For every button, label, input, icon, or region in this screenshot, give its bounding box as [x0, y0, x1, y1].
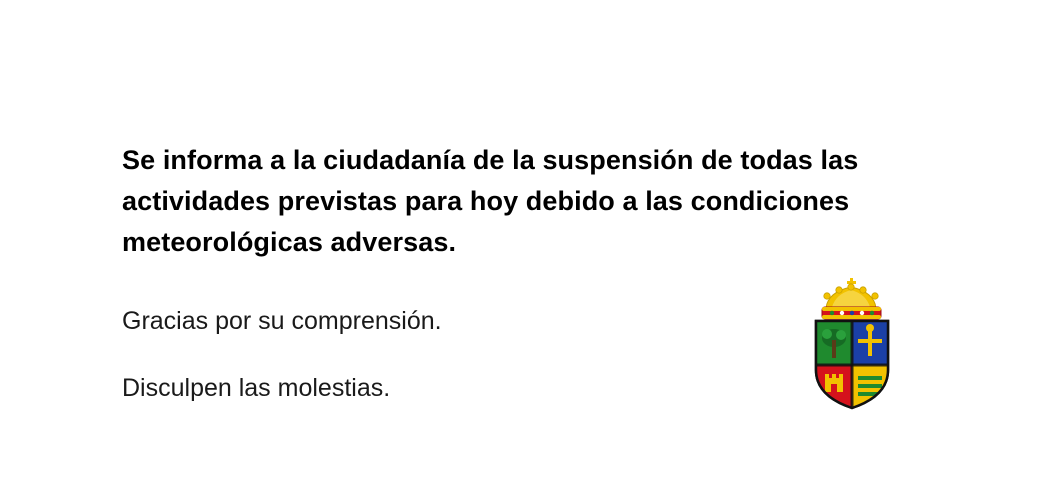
notice-headline: Se informa a la ciudadanía de la suspensión de todas las actividades previstas para hoy debido a las condiciones meteorológicas adversas.	[122, 145, 859, 257]
crown-group	[822, 278, 881, 319]
shield-group	[816, 321, 888, 410]
notice-thanks-line: Gracias por su comprensión.	[122, 307, 442, 335]
coat-of-arms-icon	[806, 278, 898, 410]
notice-apology-line: Disculpen las molestias.	[122, 374, 391, 402]
coat-of-arms-svg	[806, 278, 898, 410]
notice-text-block	[122, 140, 912, 404]
